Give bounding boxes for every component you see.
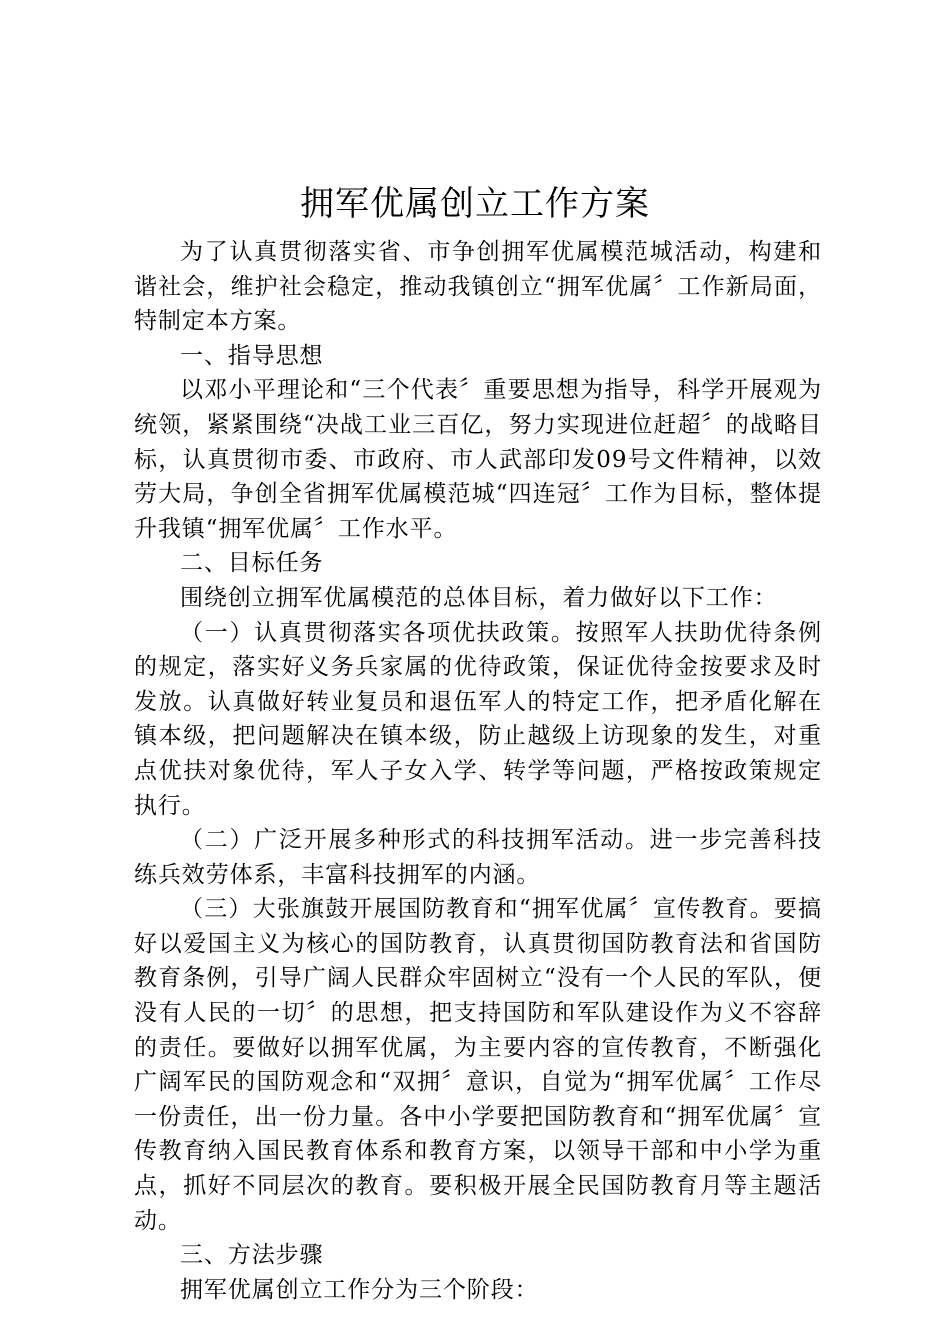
document-body <box>134 235 822 1307</box>
section-heading-methods-steps: 三、方法步骤 <box>180 1242 324 1269</box>
document-title: 拥军优属创立工作方案 <box>300 184 650 224</box>
task-one-paragraph: （一）认真贯彻落实各项优扶政策。按照军人扶助优待条例的规定，落实好义务兵家属的优待政策，保证优待金按要求及时发放。认真做好转业复员和退伍军人的特定工作，把矛盾化解在镇本级，把问题解决在镇本级，防止越级上访现象的发生，对重点优扶对象优待，军人子女入学、转学等问题，严格按政策规定执行。 <box>134 619 822 819</box>
intro-paragraph: 为了认真贯彻落实省、市争创拥军优属模范城活动，构建和谐社会，维护社会稳定，推动我镇创立“拥军优属〞工作新局面，特制定本方案。 <box>134 239 822 335</box>
methods-intro-paragraph: 拥军优属创立工作分为三个阶段： <box>180 1276 539 1303</box>
task-two-paragraph: （二）广泛开展多种形式的科技拥军活动。进一步完善科技练兵效劳体系，丰富科技拥军的内涵。 <box>134 827 822 888</box>
guiding-ideology-paragraph: 以邓小平理论和“三个代表〞重要思想为指导，科学开展观为统领，紧紧围绕“决战工业三百亿，努力实现进位赶超〞的战略目标，认真贯彻市委、市政府、市人武部印发09号文件精神，以效劳大局，争创全省拥军优属模范城“四连冠〞工作为目标，整体提升我镇“拥军优属〞工作水平。 <box>134 377 822 542</box>
goals-intro-paragraph: 围绕创立拥军优属模范的总体目标，着力做好以下工作： <box>180 584 778 611</box>
section-heading-goals-tasks: 二、目标任务 <box>180 550 324 577</box>
task-three-paragraph: （三）大张旗鼓开展国防教育和“拥军优属〞宣传教育。要搞好以爱国主义为核心的国防教育，认真贯彻国防教育法和省国防教育条例，引导广阔人民群众牢固树立“没有一个人民的军队，便没有人民的一切〞的思想，把支持国防和军队建设作为义不容辞的责任。要做好以拥军优属，为主要内容的宣传教育，不断强化广阔军民的国防观念和“双拥〞意识，自觉为“拥军优属〞工作尽一份责任，出一份力量。各中小学要把国防教育和“拥军优属〞宣传教育纳入国民教育体系和教育方案，以领导干部和中小学为重点，抓好不同层次的教育。要积极开展全民国防教育月等主题活动。 <box>134 896 822 1234</box>
section-heading-guiding-ideology: 一、指导思想 <box>180 342 324 369</box>
